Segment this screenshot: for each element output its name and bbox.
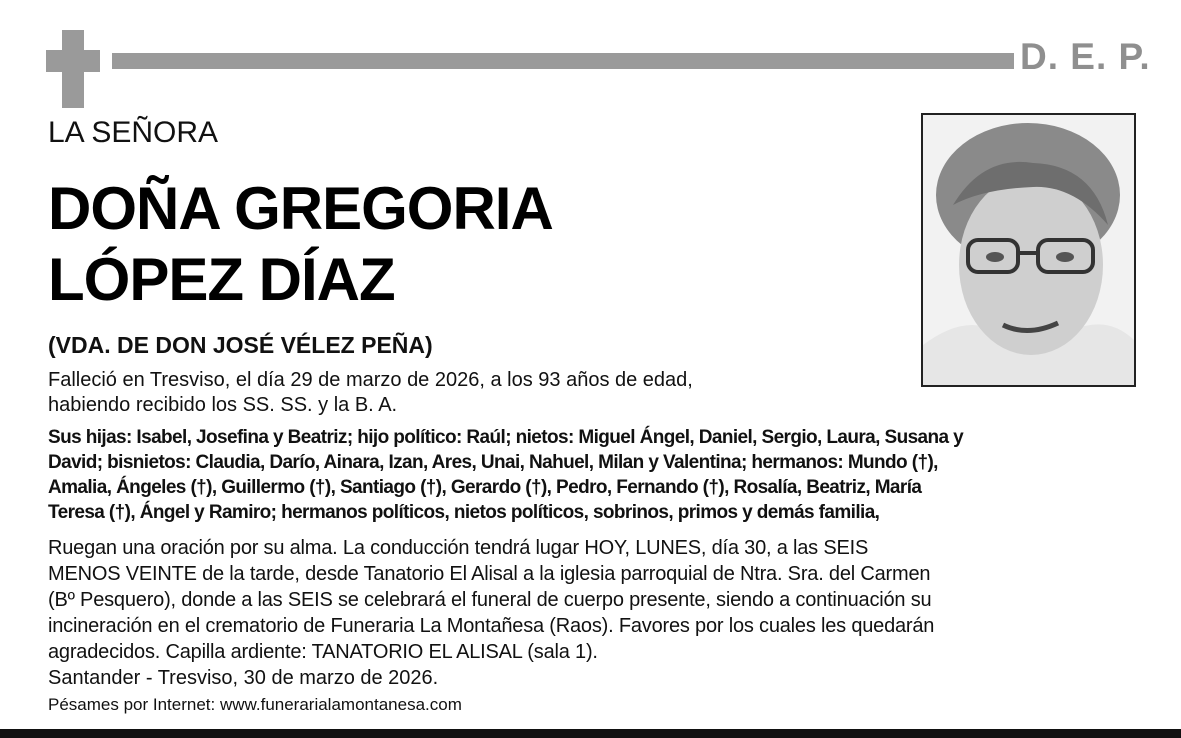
funeral-details xyxy=(48,535,1138,665)
funeral-line: agradecidos. Capilla ardiente: TANATORIO EL ALISAL (sala 1). xyxy=(48,641,598,663)
dep-mark: D. E. P. xyxy=(1020,36,1151,77)
widow-of: (VDA. DE DON JOSÉ VÉLEZ PEÑA) xyxy=(48,332,433,358)
deceased-portrait xyxy=(921,113,1136,387)
footer-rule xyxy=(0,729,1181,738)
condolences-link[interactable]: Pésames por Internet: www.funerarialamontanesa.com xyxy=(48,695,462,714)
death-details xyxy=(48,368,1138,418)
family-line: David; bisnietos: Claudia, Darío, Ainara, Izan, Ares, Unai, Nahuel, Milan y Valentina; hermanos: Mundo (†), xyxy=(48,452,938,473)
deceased-name-line-2: LÓPEZ DÍAZ xyxy=(48,246,395,313)
family-line: Amalia, Ángeles (†), Guillermo (†), Santiago (†), Gerardo (†), Pedro, Fernando (†), Rosalía, Beatriz, María xyxy=(48,477,922,498)
funeral-line: Ruegan una oración por su alma. La conducción tendrá lugar HOY, LUNES, día 30, a las SEIS xyxy=(48,537,869,559)
place-date: Santander - Tresviso, 30 de marzo de 2026. xyxy=(48,667,439,689)
header-rule xyxy=(112,53,1014,69)
portrait-image xyxy=(923,115,1134,385)
deceased-name-line-1: DOÑA GREGORIA xyxy=(48,175,553,242)
cross-icon-bar xyxy=(46,50,100,72)
family-line: Teresa (†), Ángel y Ramiro; hermanos políticos, nietos políticos, sobrinos, primos y demás familia, xyxy=(48,502,880,523)
title-prefix: LA SEÑORA xyxy=(48,116,219,149)
funeral-line: (Bº Pesquero), donde a las SEIS se celebrará el funeral de cuerpo presente, siendo a continuación su xyxy=(48,589,932,611)
death-line: habiendo recibido los SS. SS. y la B. A. xyxy=(48,394,398,416)
death-line: Falleció en Tresviso, el día 29 de marzo de 2026, a los 93 años de edad, xyxy=(48,369,693,391)
family-list xyxy=(48,425,1138,525)
family-line: Sus hijas: Isabel, Josefina y Beatriz; hijo político: Raúl; nietos: Miguel Ángel, Daniel, Sergio, Laura, Susana y xyxy=(48,427,964,448)
funeral-line: incineración en el crematorio de Funeraria La Montañesa (Raos). Favores por los cuales les quedarán xyxy=(48,615,935,637)
funeral-line: MENOS VEINTE de la tarde, desde Tanatorio El Alisal a la iglesia parroquial de Ntra. Sra. del Carmen xyxy=(48,563,931,585)
